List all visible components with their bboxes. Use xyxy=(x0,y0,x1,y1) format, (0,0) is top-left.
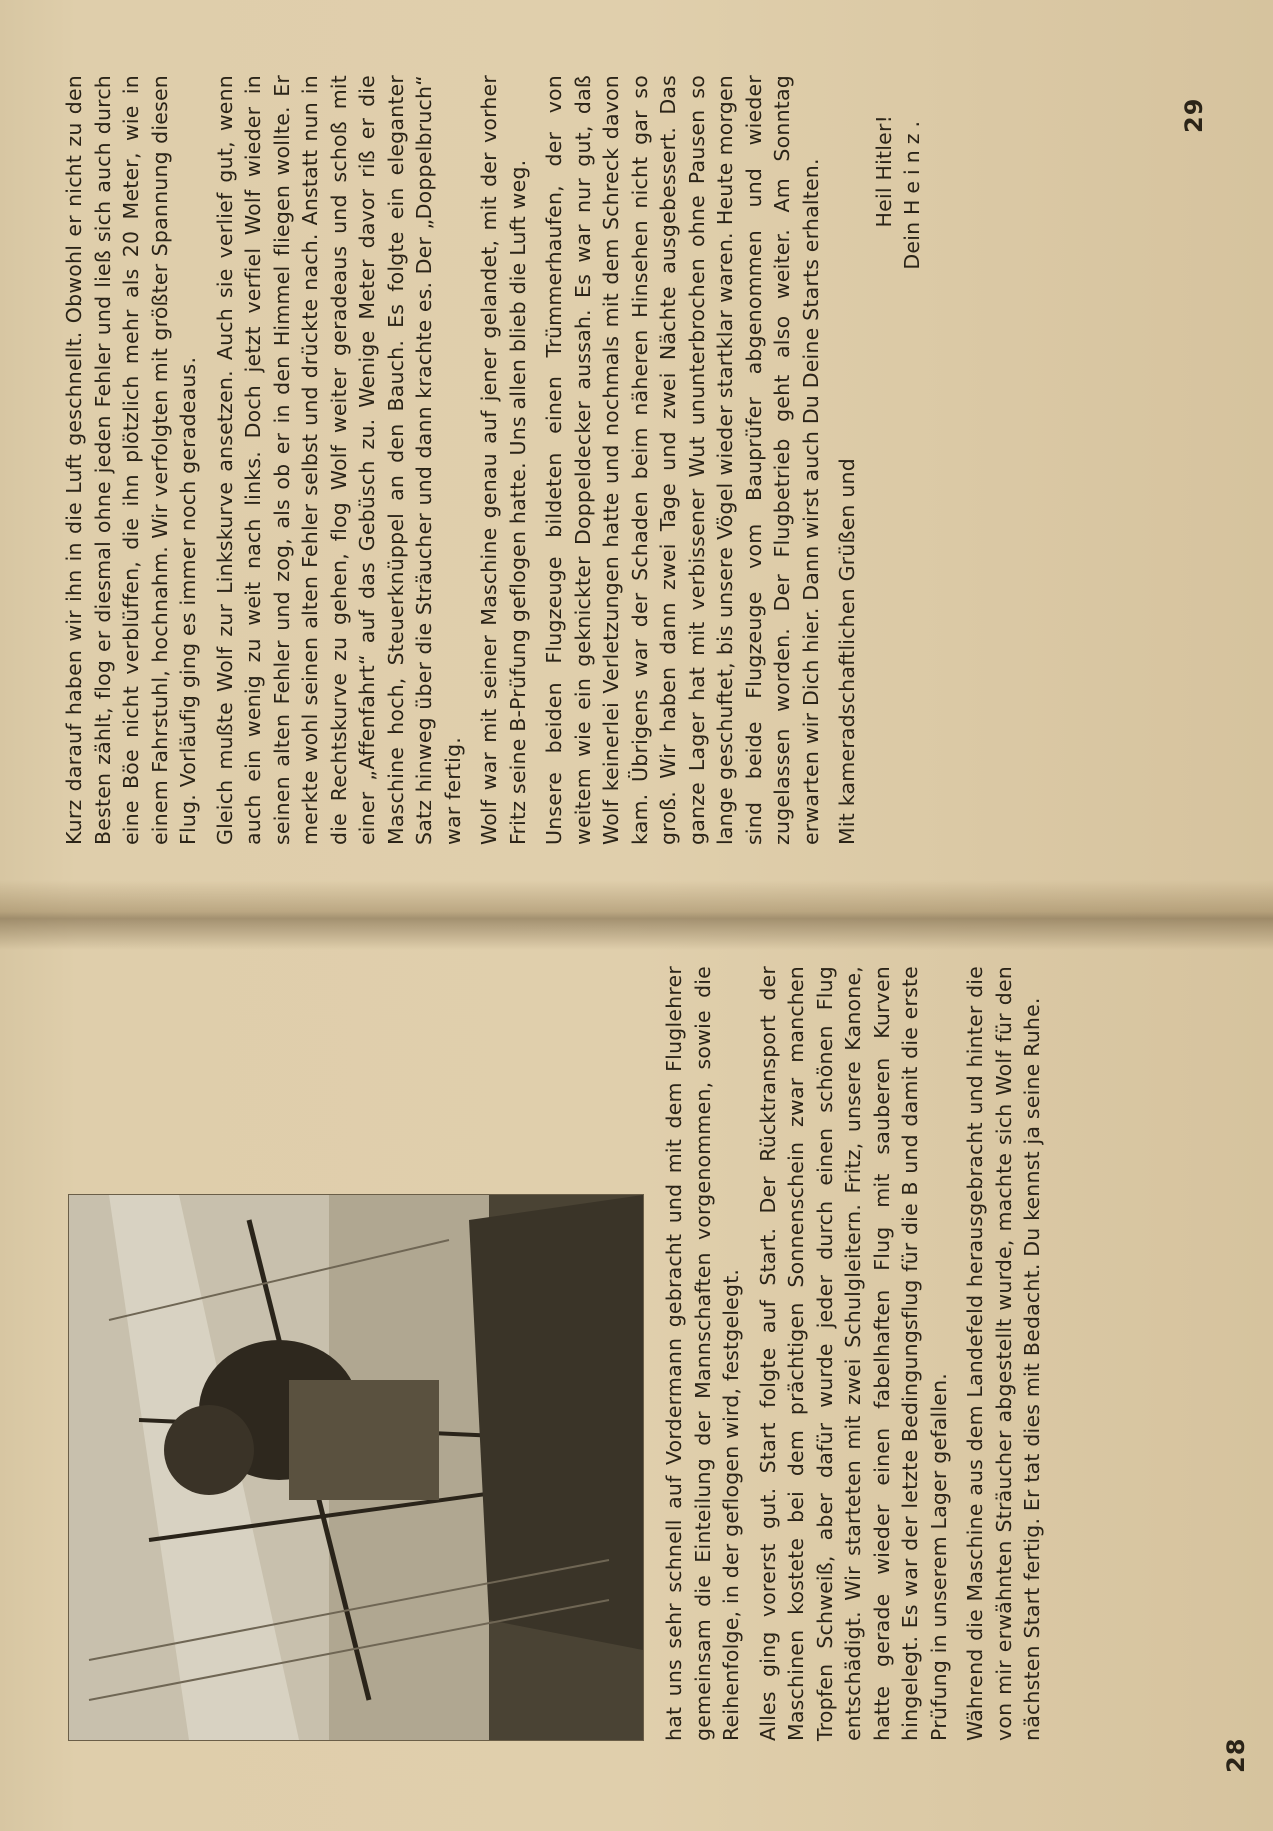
closing-line: Mit kameradschaftlichen Grüßen und xyxy=(835,458,859,845)
signature-prefix: Dein xyxy=(900,221,924,270)
page-28 xyxy=(0,915,1273,1831)
paragraph: hat uns sehr schnell auf Vordermann gebracht und mit dem Fluglehrer gemeinsam die Einteilung der Mannschaften vorgenommen, sowie die Reihenfolge, in der geflogen wird, festgelegt. xyxy=(662,966,743,1741)
glider-photo xyxy=(68,1194,644,1741)
page-29 xyxy=(0,0,1273,915)
photo-glider-pilot xyxy=(69,1195,643,1740)
paragraph: Gleich mußte Wolf zur Linkskurve ansetzen. Auch sie verlief gut, wenn auch ein wenig zu weit nach links. Doch jetzt verfiel Wolf wieder in seinen alten Fehler und zog, als ob er in den Himmel fliegen wollte. Er merkte wohl seinen alten Fehler selbst und drückte nach. Anstatt nun in die Rechtskurve zu gehen, flog Wolf weiter geradeaus und schoß mit einer „Affenfahrt“ auf das Gebüsch zu. Wenige Meter davor riß er die Maschine hoch, Steuerknüppel an den Bauch. Es folgte ein eleganter Satz hinweg über die Sträucher und dann krachte es. Der „Doppelbruch“ war fertig. xyxy=(212,75,465,845)
signature xyxy=(898,115,927,845)
page-number: 29 xyxy=(1180,97,1208,133)
paragraph: Alles ging vorerst gut. Start folgte auf Start. Der Rücktransport der Maschinen kostete bei dem prächtigen Sonnenschein zwar manchen Tropfen Schweiß, aber dafür wurde jeder durch einen schönen Flug entschädigt. Wir starteten mit zwei Schulgleitern. Fritz, unsere Kanone, hatte gerade wieder einen fabelhaften Flug mit sauberen Kurven hingelegt. Es war der letzte Bedingungsflug für die B und damit die erste Prüfung in unserem Lager gefallen. xyxy=(755,966,951,1741)
page-29-text xyxy=(60,75,927,845)
paragraph: Wolf war mit seiner Maschine genau auf jener gelandet, mit der vorher Fritz seine B-Prüfung geflogen hatte. Uns allen blieb die Luft weg. xyxy=(477,75,530,845)
page-28-text xyxy=(660,966,1055,1741)
paragraph: Kurz darauf haben wir ihn in die Luft geschnellt. Obwohl er nicht zu den Besten zählt, flog er diesmal ohne jeden Fehler und ließ sich auch durch eine Böe nicht verblüffen, die ihn plötzlich mehr als 20 Meter, wie in einem Fahrstuhl, hochnahm. Wir verfolgten mit größter Spannung diesen Flug. Vorläufig ging es immer noch geradeaus. xyxy=(62,75,200,845)
signature-name: Heinz. xyxy=(900,115,924,215)
page-number: 28 xyxy=(1222,1737,1250,1773)
paragraph: Unsere beiden Flugzeuge bildeten einen Trümmerhaufen, der von weitem wie ein geknickter Doppeldecker aussah. Es war nur gut, daß Wolf keinerlei Verletzungen hatte und nochmals mit dem Schreck davon kam. Übrigens war der Schaden beim näheren Hinsehen nicht gar so groß. Wir haben dann zwei Tage und zwei Nächte ausgebessert. Das ganze Lager hat mit verbissener Wut ununterbrochen ohne Pausen so lange geschuftet, bis unsere Vögel wieder startklar waren. Heute morgen sind beide Flugzeuge vom Bauprüfer abgenommen und wieder zugelassen worden. Der Flugbetrieb geht also weiter. Am Sonntag erwarten wir Dich hier. Dann wirst auch Du Deine Starts erhalten. xyxy=(542,75,823,845)
paragraph: Während die Maschine aus dem Landefeld herausgebracht und hinter die von mir erwähnten Sträucher abgestellt wurde, machte sich Wolf für den nächsten Start fertig. Er tat dies mit Bedacht. Du kennst ja seine Ruhe. xyxy=(963,966,1044,1741)
salute: Heil Hitler! xyxy=(871,115,896,228)
signature-block xyxy=(870,115,927,845)
